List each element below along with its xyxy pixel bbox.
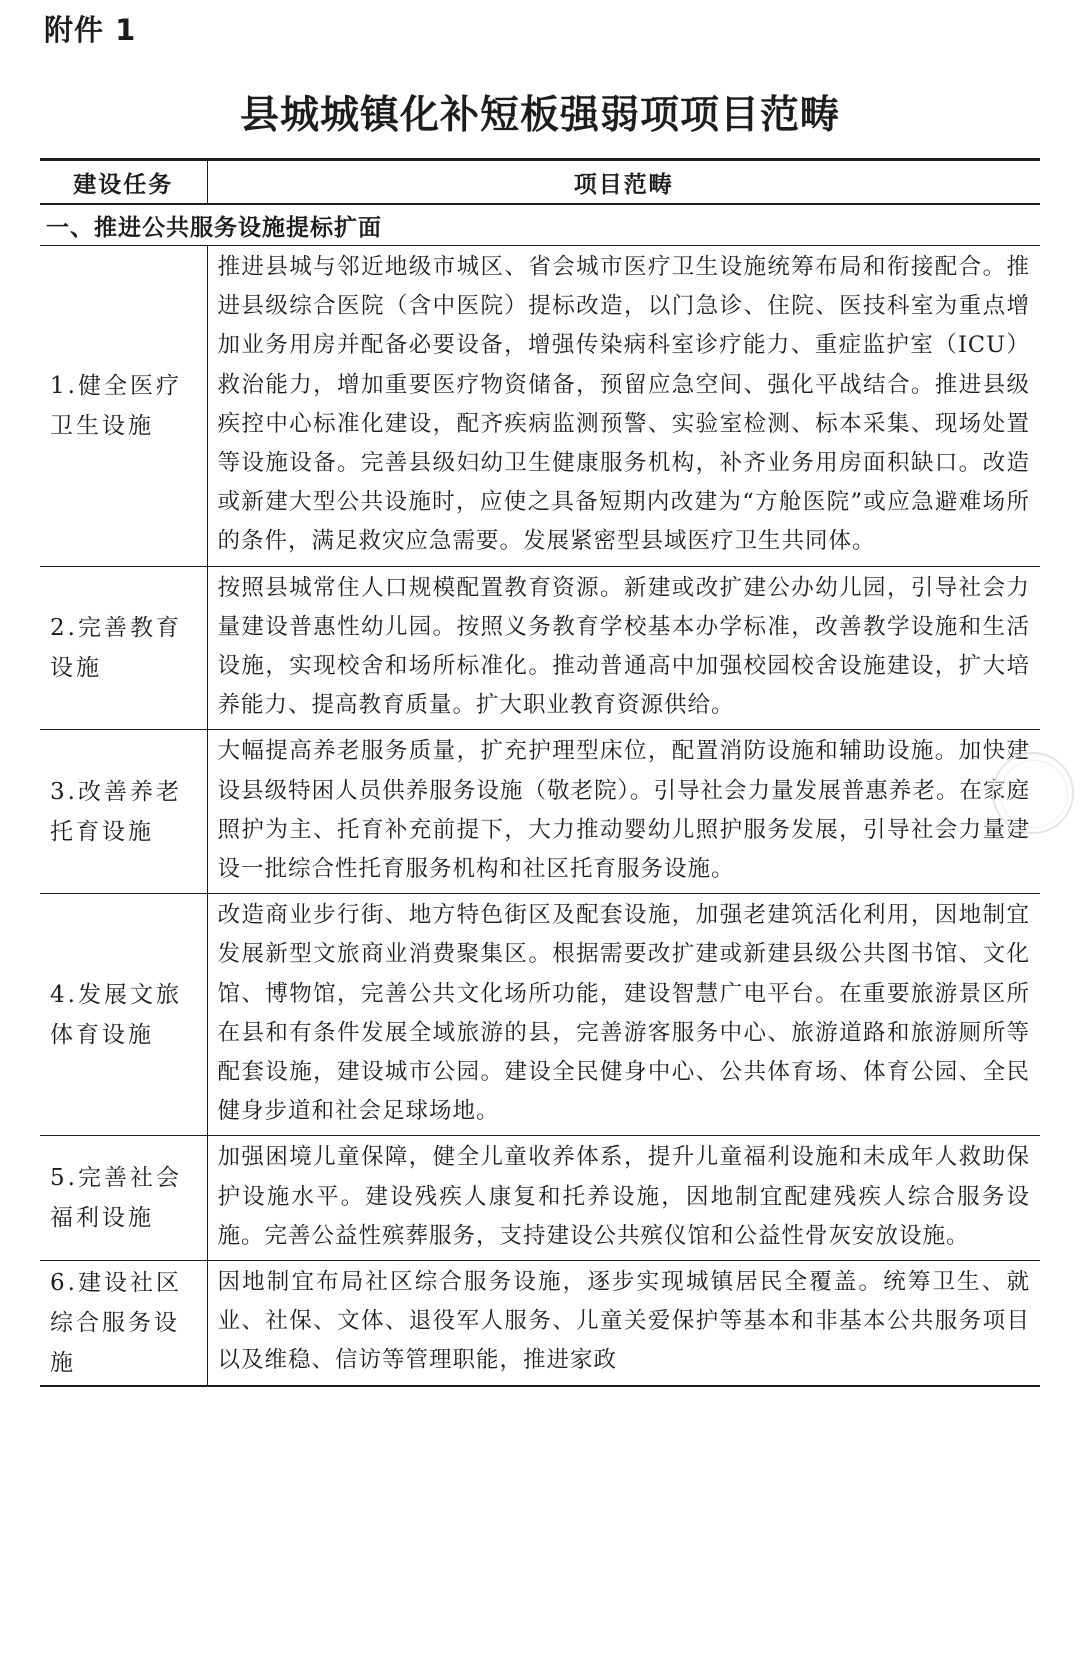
table-row [40,1136,1040,1261]
section-title: 一、推进公共服务设施提标扩面 [40,204,1040,246]
table-row [40,894,1040,1136]
watermark-ring [1000,760,1068,828]
scope-cell: 按照县城常住人口规模配置教育资源。新建或改扩建公办幼儿园，引导社会力量建设普惠性幼儿园。按照义务教育学校基本办学标准，改善教学设施和生活设施，实现校舍和场所标准化。推动普通高中加强校园校舍设施建设，扩大培养能力、提高教育质量。扩大职业教育资源供给。 [207,566,1040,730]
table-row [40,730,1040,894]
scope-cell: 大幅提高养老服务质量，扩充护理型床位，配置消防设施和辅助设施。加快建设县级特困人员供养服务设施（敬老院）。引导社会力量发展普惠养老。在家庭照护为主、托育补充前提下，大力推动婴幼儿照护服务发展，引导社会力量建设一批综合性托育服务机构和社区托育服务设施。 [207,730,1040,894]
task-cell: 1.健全医疗卫生设施 [40,246,207,567]
scope-cell: 加强困境儿童保障，健全儿童收养体系，提升儿童福利设施和未成年人救助保护设施水平。建设残疾人康复和托养设施，因地制宜配建残疾人综合服务设施。完善公益性殡葬服务，支持建设公共殡仪馆和公益性骨灰安放设施。 [207,1136,1040,1261]
table-row [40,246,1040,567]
scope-cell: 因地制宜布局社区综合服务设施，逐步实现城镇居民全覆盖。统筹卫生、就业、社保、文体、退役军人服务、儿童关爱保护等基本和非基本公共服务项目以及维稳、信访等管理职能，推进家政 [207,1261,1040,1386]
task-cell: 6.建设社区综合服务设施 [40,1261,207,1386]
document-title: 县城城镇化补短板强弱项项目范畴 [239,93,840,138]
task-cell: 2.完善教育设施 [40,566,207,730]
scope-cell: 推进县城与邻近地级市城区、省会城市医疗卫生设施统筹布局和衔接配合。推进县级综合医院（含中医院）提标改造，以门急诊、住院、医技科室为重点增加业务用房并配备必要设备，增强传染病科室诊疗能力、重症监护室（ICU）救治能力，增加重要医疗物资储备，预留应急空间、强化平战结合。推进县级疾控中心标准化建设，配齐疾病监测预警、实验室检测、标本采集、现场处置等设施设备。完善县级妇幼卫生健康服务机构，补齐业务用房面积缺口。改造或新建大型公共设施时，应使之具备短期内改建为“方舱医院”或应急避难场所的条件，满足救灾应急需要。发展紧密型县域医疗卫生共同体。 [207,246,1040,567]
header-construction-task: 建设任务 [40,160,207,205]
header-project-scope: 项目范畴 [207,160,1040,205]
project-scope-table [40,158,1040,1387]
table-header-row [40,160,1040,205]
table-row [40,1261,1040,1386]
task-cell: 4.发展文旅体育设施 [40,894,207,1136]
table-row [40,566,1040,730]
task-cell: 5.完善社会福利设施 [40,1136,207,1261]
section-row [40,204,1040,246]
task-cell: 3.改善养老托育设施 [40,730,207,894]
watermark-seal-icon [992,752,1074,834]
attachment-label: 附件 1 [44,13,137,47]
scope-cell: 改造商业步行街、地方特色街区及配套设施，加强老建筑活化利用，因地制宜发展新型文旅商业消费聚集区。根据需要改扩建或新建县级公共图书馆、文化馆、博物馆，完善公共文化场所功能，建设智慧广电平台。在重要旅游景区所在县和有条件发展全域旅游的县，完善游客服务中心、旅游道路和旅游厕所等配套设施，建设城市公园。建设全民健身中心、公共体育场、体育公园、全民健身步道和社会足球场地。 [207,894,1040,1136]
